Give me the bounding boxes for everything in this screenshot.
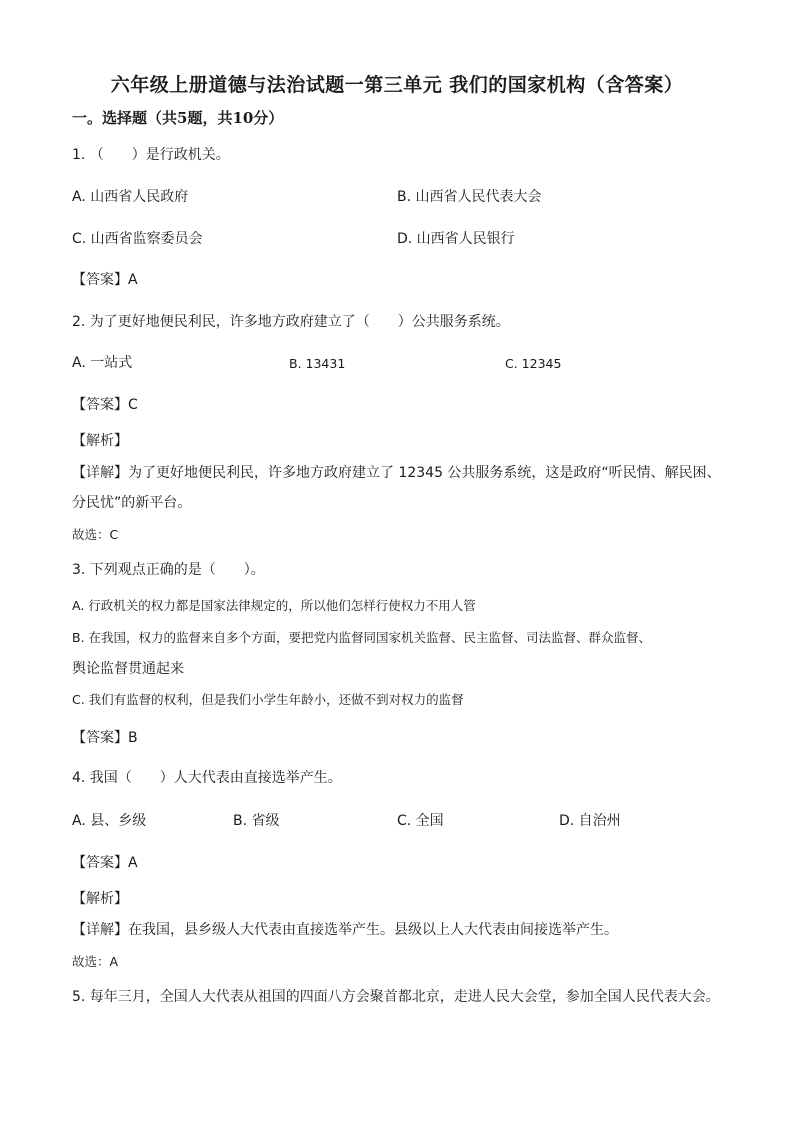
q1-option-c: C. 山西省监察委员会 [72, 231, 203, 247]
q4-detail: 【详解】在我国，县乡级人大代表由直接选举产生。县级以上人大代表由间接选举产生。 [72, 922, 618, 938]
q4-analysis-label: 【解析】 [72, 891, 128, 907]
q4-option-c: C. 全国 [397, 813, 444, 829]
q2-detail-line-2: 分民忧”的新平台。 [72, 495, 192, 511]
q1-answer: 【答案】A [72, 272, 138, 288]
q4-choice: 故选：A [72, 954, 119, 969]
q2-option-b: B. 13431 [289, 356, 346, 371]
q1-option-b: B. 山西省人民代表大会 [397, 189, 542, 205]
q2-answer: 【答案】C [72, 397, 138, 413]
q4-option-d: D. 自治州 [559, 813, 621, 829]
q3-option-c: C. 我们有监督的权利，但是我们小学生年龄小，还做不到对权力的监督 [72, 692, 464, 707]
q3-option-a: A. 行政机关的权力都是国家法律规定的，所以他们怎样行使权力不用人管 [72, 598, 476, 613]
q1-option-d: D. 山西省人民银行 [397, 231, 515, 247]
q2-analysis-label: 【解析】 [72, 433, 128, 449]
q3-answer: 【答案】B [72, 730, 138, 746]
q3-option-b-line-1: B. 在我国，权力的监督来自多个方面，要把党内监督同国家机关监督、民主监督、司法监督、群众监督、 [72, 630, 652, 645]
q1-option-a: A. 山西省人民政府 [72, 189, 189, 205]
question-1-stem: 1. （ ）是行政机关。 [72, 147, 230, 163]
page-title: 六年级上册道德与法治试题一第三单元 我们的国家机构（含答案） [110, 74, 684, 96]
q2-option-a: A. 一站式 [72, 355, 133, 371]
q2-choice: 故选：C [72, 527, 119, 542]
question-3-stem: 3. 下列观点正确的是（ ）。 [72, 562, 265, 578]
q2-detail-line-1: 【详解】为了更好地便民利民，许多地方政府建立了 12345 公共服务系统，这是政府“听民情、解民困、 [72, 465, 721, 481]
question-5-stem: 5. 每年三月，全国人大代表从祖国的四面八方会聚首都北京，走进人民大会堂，参加全国人民代表大会。 [72, 989, 720, 1005]
question-2-stem: 2. 为了更好地便民利民，许多地方政府建立了（ ）公共服务系统。 [72, 314, 510, 330]
q3-option-b-line-2: 舆论监督贯通起来 [72, 661, 184, 677]
q4-option-a: A. 县、乡级 [72, 813, 147, 829]
q4-answer: 【答案】A [72, 855, 138, 871]
q2-option-c: C. 12345 [505, 356, 562, 371]
question-4-stem: 4. 我国（ ）人大代表由直接选举产生。 [72, 770, 342, 786]
q4-option-b: B. 省级 [233, 813, 280, 829]
section-heading: 一。选择题（共5题，共10分） [72, 109, 284, 127]
